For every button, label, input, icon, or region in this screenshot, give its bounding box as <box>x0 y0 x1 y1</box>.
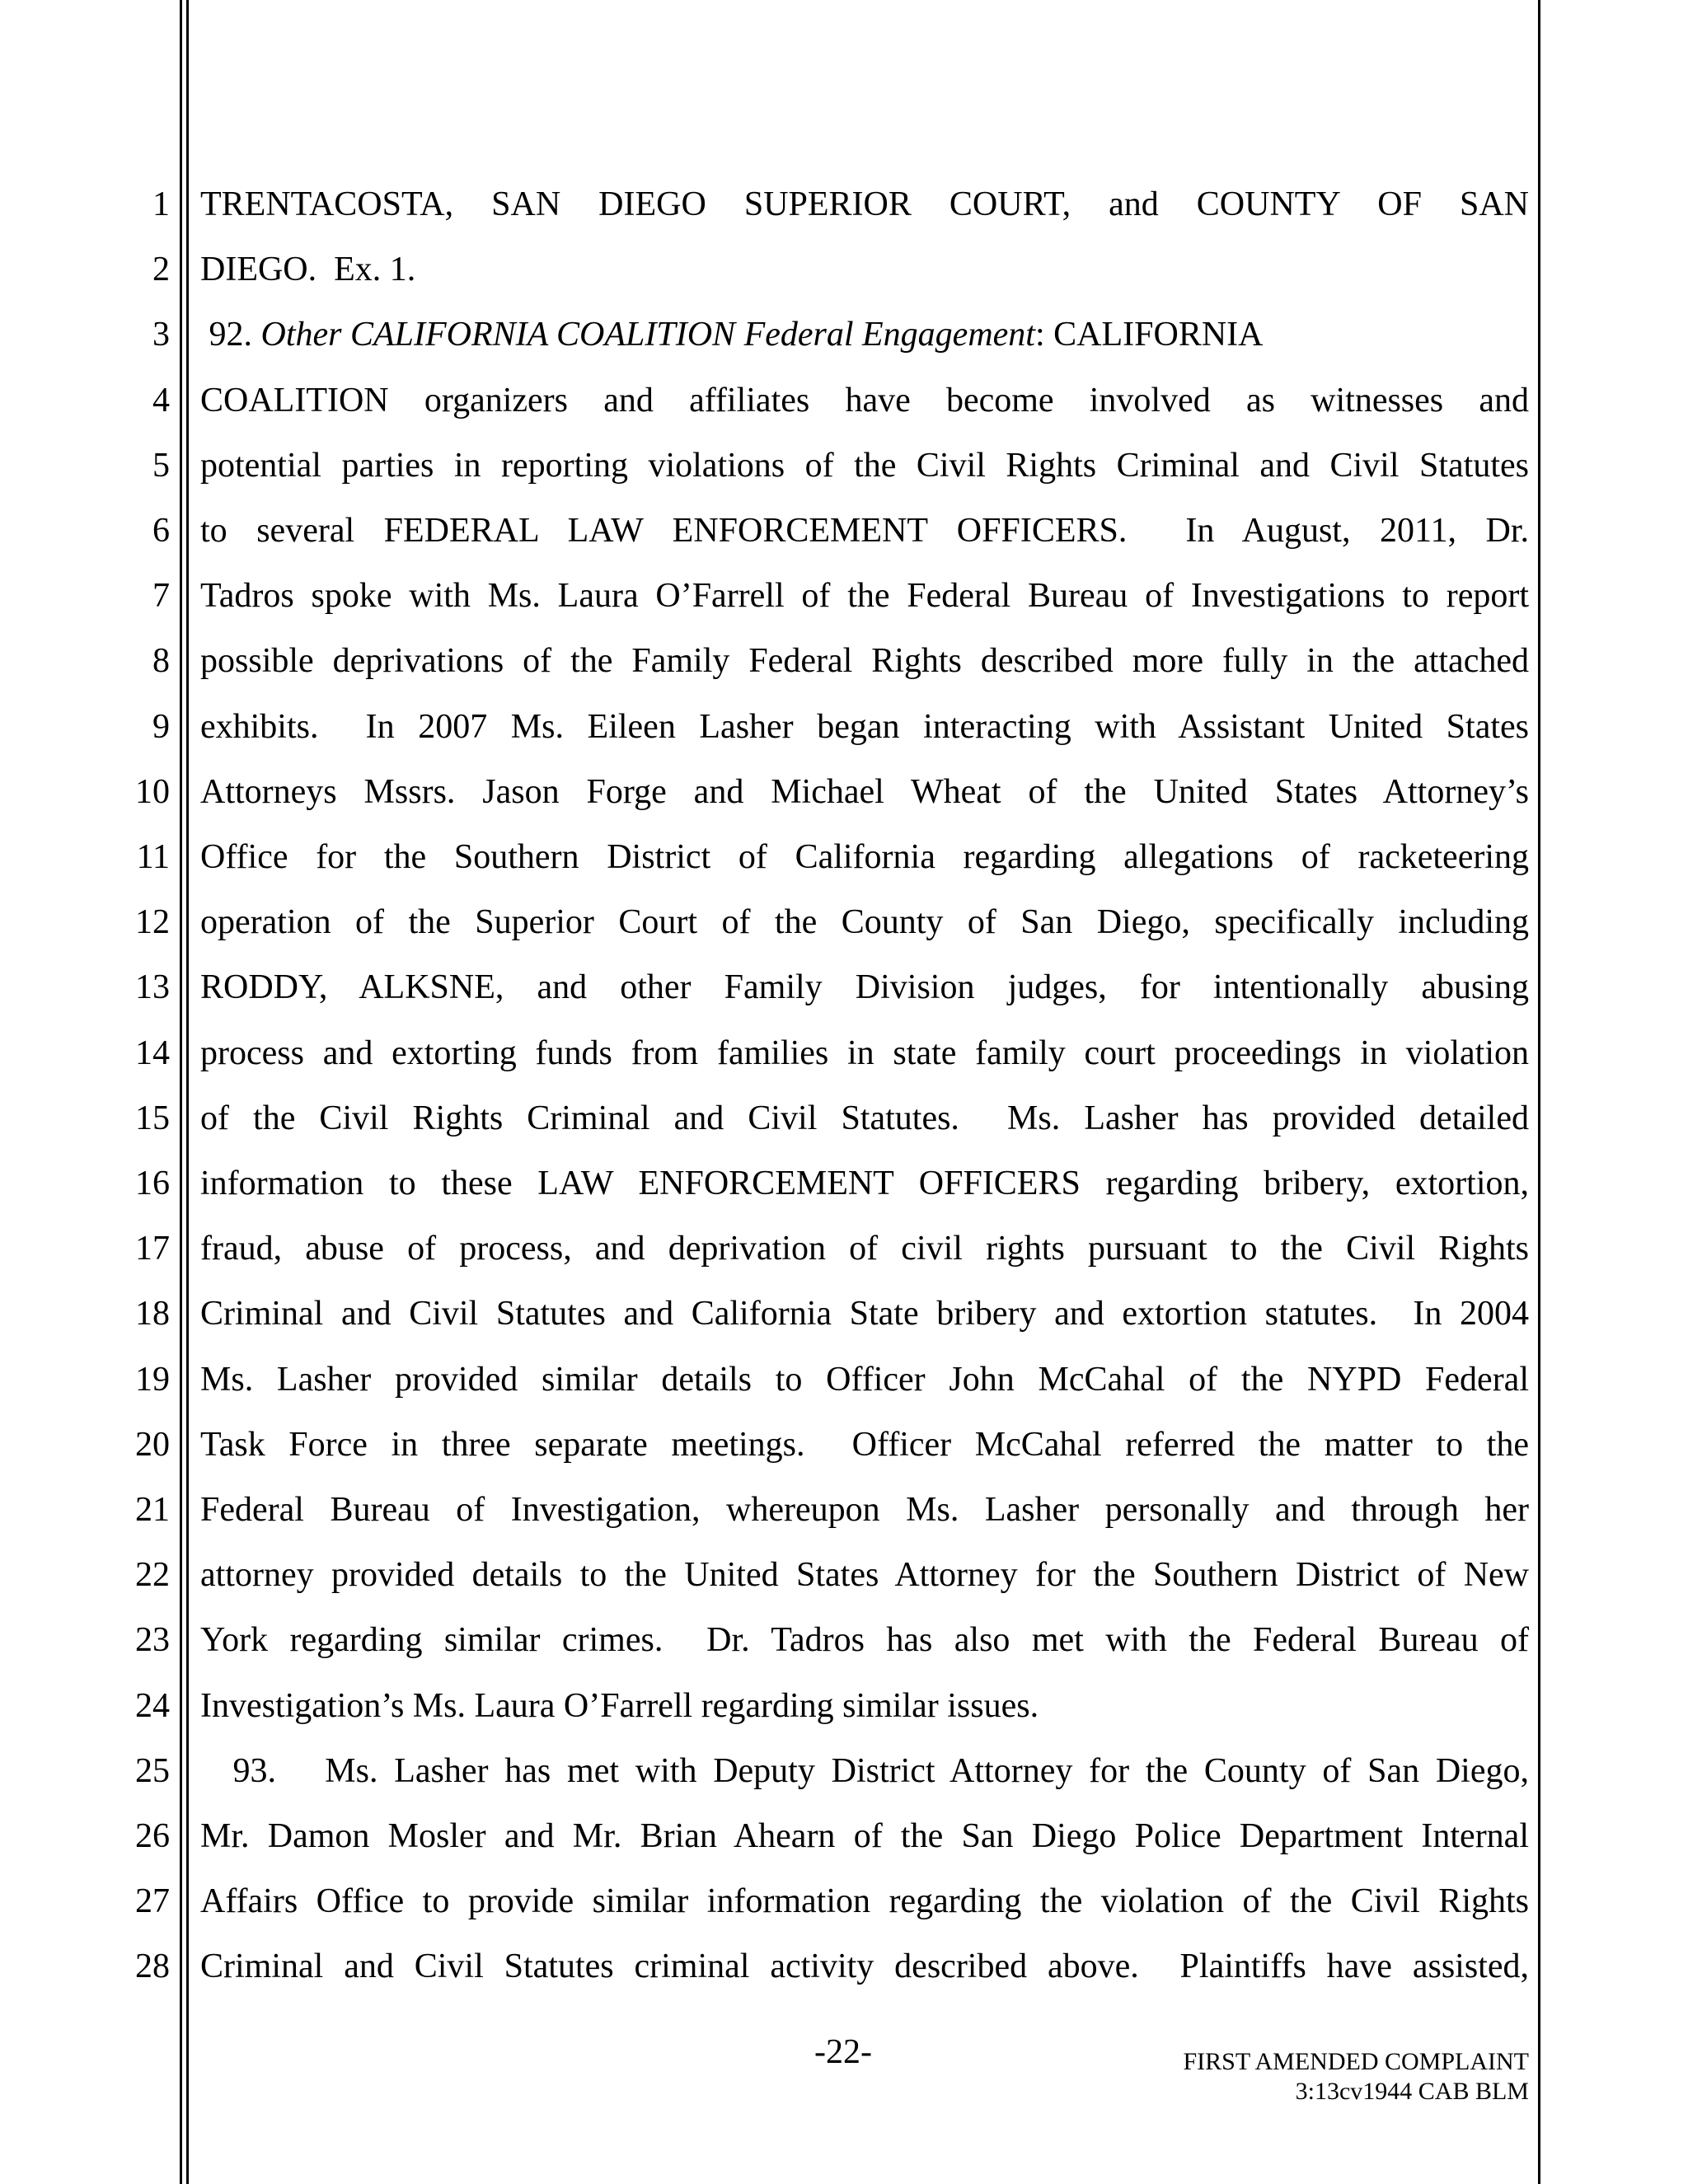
line-number: 17 <box>135 1230 170 1268</box>
text-line: to several FEDERAL LAW ENFORCEMENT OFFICERS. In August, 2011, Dr. <box>200 512 1529 550</box>
text-line: Task Force in three separate meetings. Officer McCahal referred the matter to the <box>200 1426 1529 1464</box>
line-number: 26 <box>135 1817 170 1855</box>
line-number: 1 <box>152 185 170 223</box>
text-line: 93. Ms. Lasher has met with Deputy District Attorney for the County of San Diego, <box>200 1752 1529 1790</box>
line-number: 28 <box>135 1947 170 1985</box>
page-number: -22- <box>814 2033 872 2071</box>
text-segment: 92. <box>200 316 261 354</box>
line-number: 23 <box>135 1621 170 1659</box>
line-number: 3 <box>152 316 170 354</box>
line-number: 22 <box>135 1556 170 1594</box>
line-number: 8 <box>152 642 170 680</box>
text-line: fraud, abuse of process, and deprivation of civil rights pursuant to the Civil Rights <box>200 1230 1529 1268</box>
text-line: of the Civil Rights Criminal and Civil Statutes. Ms. Lasher has provided detailed <box>200 1099 1529 1137</box>
line-number: 10 <box>135 773 170 811</box>
line-number: 14 <box>135 1034 170 1072</box>
text-line: DIEGO. Ex. 1. <box>200 251 416 288</box>
line-number: 15 <box>135 1099 170 1137</box>
line-number: 5 <box>152 447 170 485</box>
line-number: 18 <box>135 1295 170 1333</box>
right-margin-rule <box>1538 0 1540 2184</box>
text-line: Mr. Damon Mosler and Mr. Brian Ahearn of the San Diego Police Department Internal <box>200 1817 1529 1855</box>
text-line: attorney provided details to the United States Attorney for the Southern District of New <box>200 1556 1529 1594</box>
text-line: Affairs Office to provide similar information regarding the violation of the Civil Rights <box>200 1882 1529 1920</box>
footer-case-number: 3:13cv1944 CAB BLM <box>1295 2078 1529 2105</box>
text-line: Tadros spoke with Ms. Laura O’Farrell of the Federal Bureau of Investigations to report <box>200 577 1529 615</box>
text-line: operation of the Superior Court of the County of San Diego, specifically including <box>200 903 1529 941</box>
line-number: 13 <box>135 968 170 1006</box>
text-segment: : CALIFORNIA <box>1034 316 1264 354</box>
line-number: 4 <box>152 382 170 419</box>
text-line: information to these LAW ENFORCEMENT OFFICERS regarding bribery, extortion, <box>200 1165 1529 1202</box>
left-margin-rule-outer <box>180 0 182 2184</box>
text-line: exhibits. In 2007 Ms. Eileen Lasher began interacting with Assistant United States <box>200 708 1529 746</box>
text-line: process and extorting funds from families in state family court proceedings in violation <box>200 1034 1529 1072</box>
line-number: 11 <box>136 838 170 876</box>
text-line: COALITION organizers and affiliates have become involved as witnesses and <box>200 382 1529 419</box>
text-line: Office for the Southern District of California regarding allegations of racketeering <box>200 838 1529 876</box>
text-line: RODDY, ALKSNE, and other Family Division judges, for intentionally abusing <box>200 968 1529 1006</box>
text-line: Attorneys Mssrs. Jason Forge and Michael Wheat of the United States Attorney’s <box>200 773 1529 811</box>
line-number: 27 <box>135 1882 170 1920</box>
text-line: Federal Bureau of Investigation, whereupon Ms. Lasher personally and through her <box>200 1491 1529 1529</box>
line-number: 12 <box>135 903 170 941</box>
left-margin-rule-inner <box>186 0 189 2184</box>
text-line: Investigation’s Ms. Laura O’Farrell regarding similar issues. <box>200 1687 1039 1725</box>
text-line: Ms. Lasher provided similar details to Officer John McCahal of the NYPD Federal <box>200 1361 1529 1399</box>
line-number: 24 <box>135 1687 170 1725</box>
text-line: Criminal and Civil Statutes and California State bribery and extortion statutes. In 2004 <box>200 1295 1529 1333</box>
text-line <box>200 302 1529 368</box>
line-number: 20 <box>135 1426 170 1464</box>
footer-title: FIRST AMENDED COMPLAINT <box>1183 2048 1529 2075</box>
text-line: TRENTACOSTA, SAN DIEGO SUPERIOR COURT, and COUNTY OF SAN <box>200 185 1529 223</box>
line-number: 9 <box>152 708 170 746</box>
italic-heading: Other CALIFORNIA COALITION Federal Engagement <box>260 316 1035 354</box>
text-line: potential parties in reporting violations of the Civil Rights Criminal and Civil Statutes <box>200 447 1529 485</box>
line-number: 25 <box>135 1752 170 1790</box>
line-number: 16 <box>135 1165 170 1202</box>
line-number: 2 <box>152 251 170 288</box>
text-line: possible deprivations of the Family Federal Rights described more fully in the attached <box>200 642 1529 680</box>
text-line: Criminal and Civil Statutes criminal activity described above. Plaintiffs have assisted, <box>200 1947 1529 1985</box>
text-line: York regarding similar crimes. Dr. Tadros has also met with the Federal Bureau of <box>200 1621 1529 1659</box>
line-number: 7 <box>152 577 170 615</box>
line-number: 6 <box>152 512 170 550</box>
line-number: 19 <box>135 1361 170 1399</box>
line-number: 21 <box>135 1491 170 1529</box>
